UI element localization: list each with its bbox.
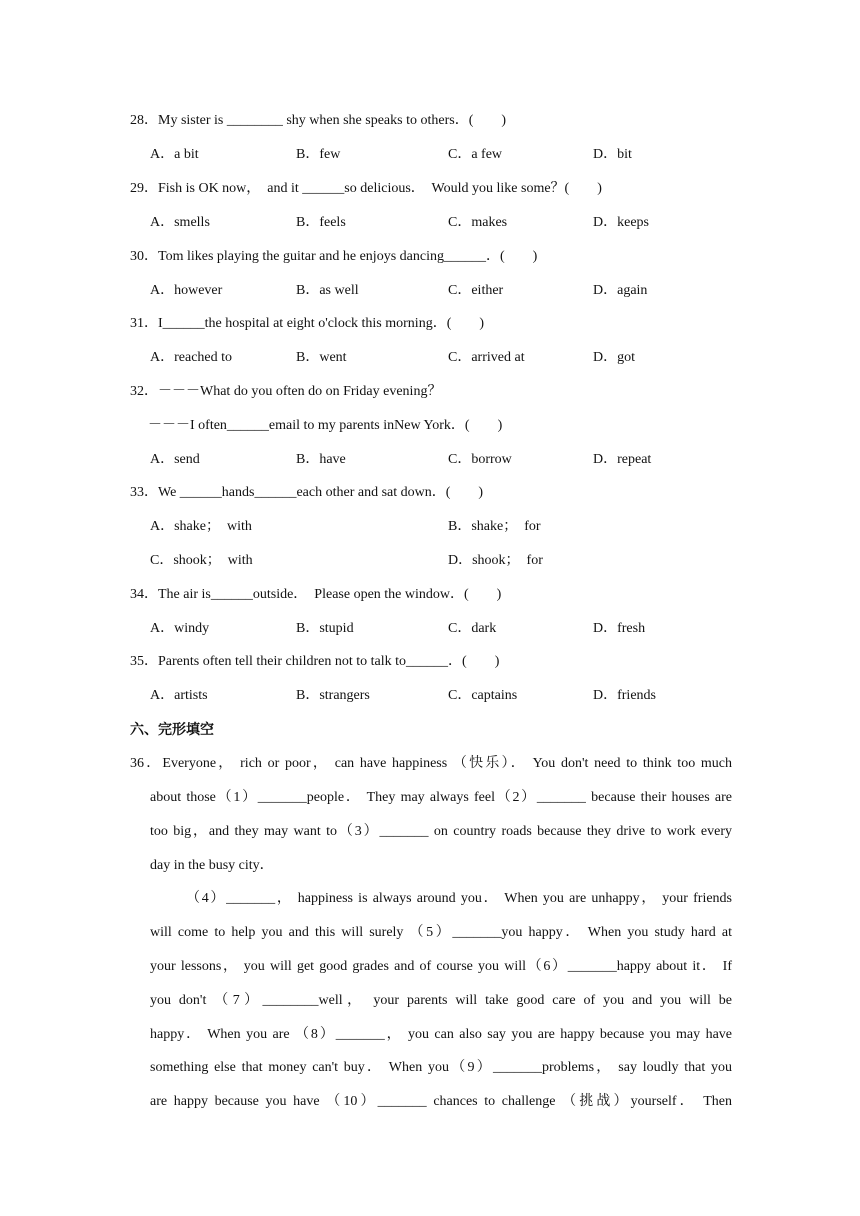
passage-line-11: are happy because you have （10）_______ chances to challenge （挑战）yourself． Then (150, 1094, 732, 1109)
q30-option-c[interactable]: C．either (448, 283, 504, 298)
q28-option-d[interactable]: D．bit (593, 147, 632, 162)
q35-option-b[interactable]: B．strangers (296, 688, 370, 703)
question-30-stem: 30．Tom likes playing the guitar and he enjoys dancing______．( ) (130, 249, 538, 264)
q30-option-d[interactable]: D．again (593, 283, 648, 298)
q29-option-a[interactable]: A．smells (150, 215, 210, 230)
q31-option-d[interactable]: D．got (593, 350, 635, 365)
q35-option-a[interactable]: A．artists (150, 688, 208, 703)
passage-line-6: will come to help you and this will surely （5）_______you happy． When you study hard at (150, 925, 732, 940)
passage-line-9: happy． When you are （8）_______， you can also say you are happy because you may have (150, 1027, 732, 1042)
passage-line-7: your lessons， you will get good grades and of course you will（6）_______happy about it． If (150, 959, 732, 974)
q29-option-b[interactable]: B．feels (296, 215, 346, 230)
q31-option-a[interactable]: A．reached to (150, 350, 233, 365)
q33-option-b[interactable]: B．shake； for (448, 519, 541, 534)
q30-option-a[interactable]: A．however (150, 283, 223, 298)
question-31-stem: 31．I______the hospital at eight o'clock this morning．( ) (130, 316, 485, 331)
section-title: 六、完形填空 (130, 722, 214, 738)
q32-option-a[interactable]: A．send (150, 452, 200, 467)
question-32-stem-reply: －－－I often______email to my parents inNew York．( ) (148, 418, 503, 433)
q34-option-c[interactable]: C．dark (448, 621, 497, 636)
q29-option-d[interactable]: D．keeps (593, 215, 649, 230)
passage-line-1: 36．Everyone， rich or poor， can have happiness （快乐）． You don't need to think too much (130, 756, 732, 771)
question-28-stem: 28．My sister is ________ shy when she speaks to others．( ) (130, 113, 507, 128)
q35-option-d[interactable]: D．friends (593, 688, 656, 703)
q33-option-d[interactable]: D．shook； for (448, 553, 543, 568)
q28-option-a[interactable]: A．a bit (150, 147, 199, 162)
passage-line-4: day in the busy city． (150, 858, 274, 873)
passage-line-10: something else that money can't buy． When you（9）_______problems， say loudly that you (150, 1060, 732, 1075)
q33-option-c[interactable]: C．shook； with (150, 553, 253, 568)
q28-option-c[interactable]: C．a few (448, 147, 503, 162)
q34-option-a[interactable]: A．windy (150, 621, 210, 636)
q32-option-c[interactable]: C．borrow (448, 452, 512, 467)
passage-line-3: too big，and they may want to（3）_______ on country roads because they drive to work every (150, 824, 732, 839)
q28-option-b[interactable]: B．few (296, 147, 341, 162)
q35-option-c[interactable]: C．captains (448, 688, 518, 703)
passage-line-5: （4）_______， happiness is always around you． When you are unhappy， your friends (186, 891, 732, 906)
question-34-stem: 34．The air is______outside． Please open the window．( ) (130, 587, 502, 602)
q34-option-d[interactable]: D．fresh (593, 621, 646, 636)
q34-option-b[interactable]: B．stupid (296, 621, 354, 636)
question-35-stem: 35．Parents often tell their children not to talk to______．( ) (130, 654, 500, 669)
question-29-stem: 29．Fish is OK now， and it ______so delicious． Would you like some？( ) (130, 181, 602, 196)
q30-option-b[interactable]: B．as well (296, 283, 359, 298)
q32-option-d[interactable]: D．repeat (593, 452, 652, 467)
passage-line-8: you don't （7）________well， your parents will take good care of you and you will be (150, 993, 732, 1008)
q29-option-c[interactable]: C．makes (448, 215, 508, 230)
q31-option-b[interactable]: B．went (296, 350, 347, 365)
passage-line-2: about those（1）_______people． They may always feel（2）_______ because their houses are (150, 790, 732, 805)
q32-option-b[interactable]: B．have (296, 452, 346, 467)
q31-option-c[interactable]: C．arrived at (448, 350, 525, 365)
question-32-stem: 32．－－－What do you often do on Friday evening？ (130, 384, 442, 399)
question-33-stem: 33．We ______hands______each other and sat down．( ) (130, 485, 484, 500)
q33-option-a[interactable]: A．shake； with (150, 519, 252, 534)
